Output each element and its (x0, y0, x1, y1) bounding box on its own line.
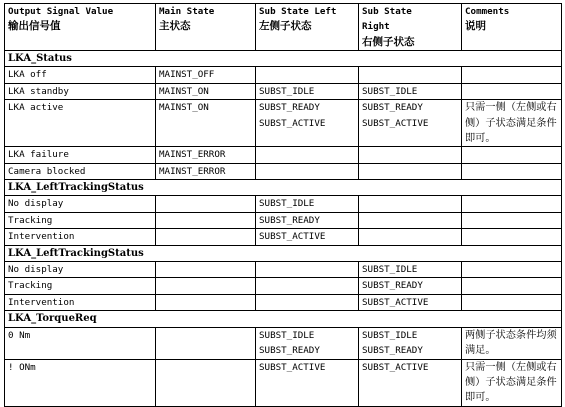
header-cn-label: 主状态 (159, 20, 191, 33)
sub-state-left-cell (256, 262, 359, 278)
main-state-cell: MAINST_ON (156, 100, 256, 147)
table-row (5, 327, 562, 359)
signal-value-cell: No display (5, 262, 156, 278)
comment-cell (462, 83, 562, 99)
sub-state-right-cell (359, 196, 462, 212)
table-row (5, 212, 562, 228)
sub-state-left-cell (256, 147, 359, 163)
header-en-label: Right (362, 21, 390, 33)
header-cn-label: 右侧子状态 (362, 35, 415, 48)
header-en-label: Output Signal Value (8, 6, 114, 17)
signal-value-cell: Camera blocked (5, 163, 156, 179)
sub-state-left-line: SUBST_READY (259, 345, 320, 357)
sub-state-right-line: SUBST_IDLE (362, 85, 418, 97)
signal-value-cell: Intervention (5, 294, 156, 310)
sub-state-right-line: SUBST_ACTIVE (362, 361, 429, 373)
section-title: LKA_TorqueReq (5, 311, 562, 327)
comment-cell (462, 262, 562, 278)
table-row (5, 163, 562, 179)
sub-state-left-cell (256, 327, 359, 359)
main-state-cell (156, 359, 256, 406)
sub-state-right-cell (359, 100, 462, 147)
table-row (5, 229, 562, 245)
comment-cell (462, 147, 562, 163)
signal-value-cell: ! ONm (5, 359, 156, 406)
header-sub-state-right (359, 4, 462, 51)
comment-cell: 只需一侧（左侧或右侧）子状态满足条件即可。 (462, 100, 562, 147)
sub-state-right-line: SUBST_READY (362, 345, 423, 357)
sub-state-right-cell (359, 212, 462, 228)
sub-state-right-line: SUBST_ACTIVE (362, 117, 429, 129)
sub-state-right-line: SUBST_IDLE (362, 264, 418, 276)
main-state-cell (156, 294, 256, 310)
section-header-row (5, 180, 562, 196)
signal-value-cell: LKA failure (5, 147, 156, 163)
sub-state-right-line: SUBST_IDLE (362, 329, 418, 341)
main-state-cell (156, 196, 256, 212)
sub-state-left-line: SUBST_IDLE (259, 85, 315, 97)
sub-state-left-cell (256, 212, 359, 228)
main-state-cell (156, 212, 256, 228)
sub-state-left-cell (256, 294, 359, 310)
sub-state-right-cell (359, 294, 462, 310)
comment-cell (462, 196, 562, 212)
section-header-row (5, 245, 562, 261)
section-title: LKA_LeftTrackingStatus (5, 180, 562, 196)
sub-state-left-cell (256, 359, 359, 406)
signal-state-table (4, 3, 562, 407)
table-row (5, 359, 562, 406)
sub-state-right-cell (359, 83, 462, 99)
sub-state-left-cell (256, 196, 359, 212)
sub-state-left-line: SUBST_ACTIVE (259, 117, 326, 129)
header-en-label: Comments (465, 6, 510, 17)
table-row (5, 147, 562, 163)
main-state-cell: MAINST_ON (156, 83, 256, 99)
comment-cell (462, 163, 562, 179)
section-title: LKA_LeftTrackingStatus (5, 245, 562, 261)
sub-state-left-line: SUBST_ACTIVE (259, 361, 326, 373)
sub-state-left-line: SUBST_READY (259, 214, 320, 226)
signal-value-cell: Tracking (5, 278, 156, 294)
header-output-signal-value (5, 4, 156, 51)
signal-value-cell: No display (5, 196, 156, 212)
header-row (5, 4, 562, 51)
main-state-cell (156, 229, 256, 245)
table-row (5, 294, 562, 310)
sub-state-right-cell (359, 147, 462, 163)
section-header-row (5, 51, 562, 67)
table-row (5, 278, 562, 294)
main-state-cell: MAINST_ERROR (156, 163, 256, 179)
section-title: LKA_Status (5, 51, 562, 67)
sub-state-right-cell (359, 262, 462, 278)
section-header-row (5, 311, 562, 327)
comment-cell (462, 294, 562, 310)
sub-state-left-line: SUBST_IDLE (259, 329, 315, 341)
sub-state-right-cell (359, 278, 462, 294)
sub-state-right-line: SUBST_READY (362, 280, 423, 292)
comment-cell: 只需一侧（左侧或右侧）子状态满足条件即可。 (462, 359, 562, 406)
sub-state-left-cell (256, 163, 359, 179)
header-en-label: Main State (159, 6, 215, 17)
signal-value-cell: LKA off (5, 67, 156, 83)
signal-value-cell: Intervention (5, 229, 156, 245)
sub-state-right-cell (359, 163, 462, 179)
table-row (5, 196, 562, 212)
comment-cell (462, 212, 562, 228)
comment-cell (462, 67, 562, 83)
sub-state-right-line: SUBST_READY (362, 102, 423, 114)
header-en-label: Sub State Left (259, 6, 337, 17)
sub-state-left-cell (256, 100, 359, 147)
signal-value-cell: LKA standby (5, 83, 156, 99)
main-state-cell: MAINST_ERROR (156, 147, 256, 163)
header-cn-label: 说明 (465, 20, 486, 33)
comment-cell: 两侧子状态条件均须满足。 (462, 327, 562, 359)
header-cn-label: 输出信号值 (8, 20, 61, 33)
main-state-cell: MAINST_OFF (156, 67, 256, 83)
header-comments (462, 4, 562, 51)
sub-state-right-cell (359, 229, 462, 245)
sub-state-left-cell (256, 278, 359, 294)
sub-state-right-cell (359, 327, 462, 359)
comment-cell (462, 278, 562, 294)
sub-state-left-line: SUBST_IDLE (259, 198, 315, 210)
table-row (5, 262, 562, 278)
signal-value-cell: Tracking (5, 212, 156, 228)
header-en-label: Sub State (362, 6, 412, 17)
main-state-cell (156, 278, 256, 294)
sub-state-left-cell (256, 229, 359, 245)
sub-state-right-cell (359, 67, 462, 83)
signal-value-cell: 0 Nm (5, 327, 156, 359)
sub-state-left-line: SUBST_READY (259, 102, 320, 114)
sub-state-left-cell (256, 83, 359, 99)
sub-state-left-line: SUBST_ACTIVE (259, 231, 326, 243)
table-row (5, 100, 562, 147)
sub-state-left-cell (256, 67, 359, 83)
header-sub-state-left (256, 4, 359, 51)
comment-cell (462, 229, 562, 245)
sub-state-right-line: SUBST_ACTIVE (362, 296, 429, 308)
header-main-state (156, 4, 256, 51)
main-state-cell (156, 327, 256, 359)
table-row (5, 83, 562, 99)
table-row (5, 67, 562, 83)
main-state-cell (156, 262, 256, 278)
signal-value-cell: LKA active (5, 100, 156, 147)
sub-state-right-cell (359, 359, 462, 406)
header-cn-label: 左侧子状态 (259, 20, 312, 33)
